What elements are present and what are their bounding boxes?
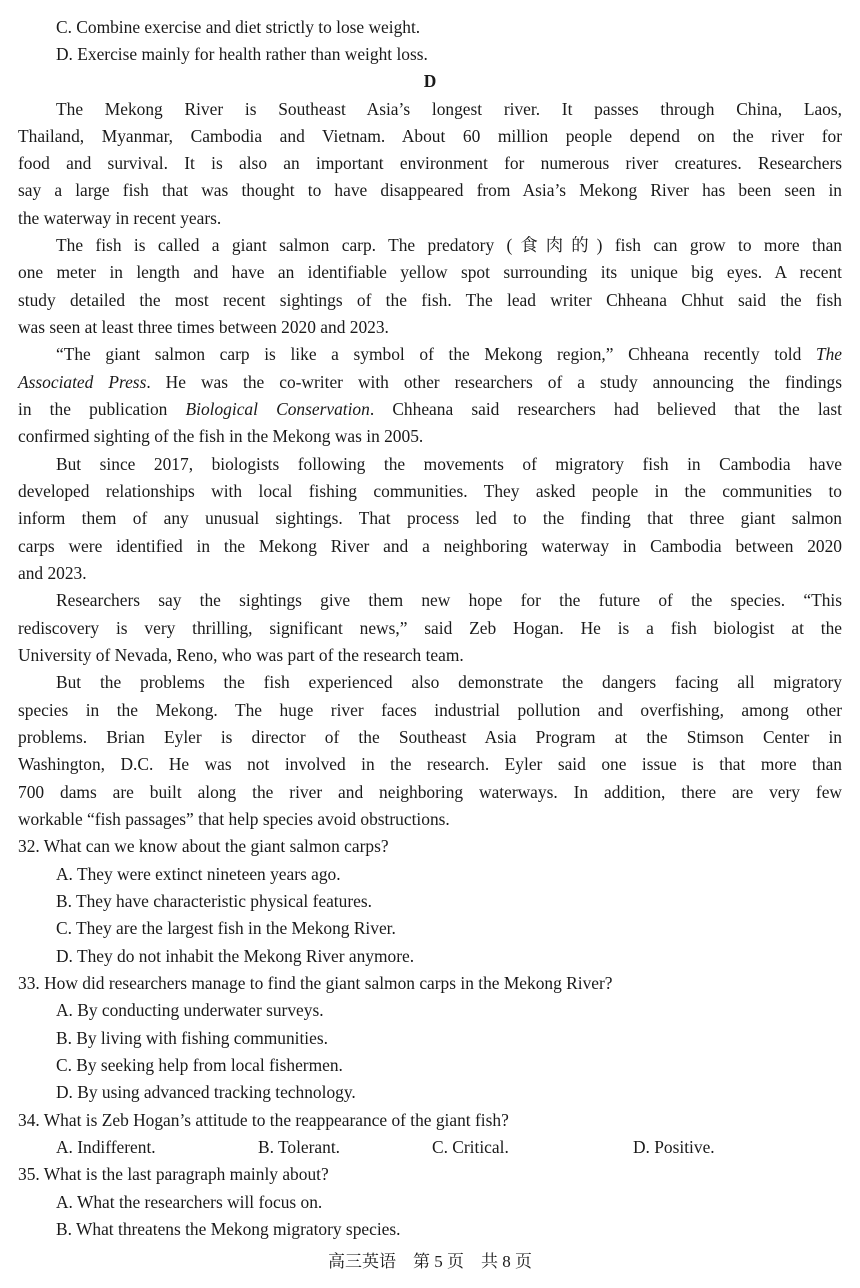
p4-line: inform them of any unusual sightings. That process led to the finding that three giant salmon <box>18 508 842 528</box>
p6-line: workable “fish passages” that help species avoid obstructions. <box>18 809 450 829</box>
p1-line: The Mekong River is Southeast Asia’s longest river. It passes through China, Laos, <box>56 99 842 119</box>
question-35-option-b: B. What threatens the Mekong migratory species. <box>56 1219 401 1239</box>
section-heading: D <box>423 71 437 91</box>
p3-line <box>18 369 842 396</box>
p6-line: 700 dams are built along the river and neighboring waterways. In addition, there are very few <box>18 782 842 802</box>
question-34-option-d: D. Positive. <box>633 1137 715 1157</box>
p3-line <box>56 341 842 368</box>
p1-line: Thailand, Myanmar, Cambodia and Vietnam. About 60 million people depend on the river for <box>18 126 842 146</box>
question-32-option-d: D. They do not inhabit the Mekong River anymore. <box>56 946 415 966</box>
question-33-option-b: B. By living with fishing communities. <box>56 1028 328 1048</box>
publication-name: The <box>815 344 842 364</box>
p3-line: confirmed sighting of the fish in the Mekong was in 2005. <box>18 426 424 446</box>
question-34-option-c: C. Critical. <box>432 1137 509 1157</box>
question-33-option-c: C. By seeking help from local fishermen. <box>56 1055 343 1075</box>
p1-line: say a large fish that was thought to have disappeared from Asia’s Mekong River has been seen in <box>18 180 842 200</box>
publication-name: Associated Press <box>18 372 147 392</box>
p2-line: was seen at least three times between 2020 and 2023. <box>18 317 389 337</box>
p2-line: one meter in length and have an identifiable yellow spot surrounding its unique big eyes. A recent <box>18 262 842 282</box>
journal-name: Biological Conservation <box>185 399 370 419</box>
prev-option-d: D. Exercise mainly for health rather than weight loss. <box>56 44 428 64</box>
p1-line: the waterway in recent years. <box>18 208 222 228</box>
p3-text: in the publication <box>18 399 186 419</box>
p5-line: University of Nevada, Reno, who was part of the research team. <box>18 645 464 665</box>
question-32-option-c: C. They are the largest fish in the Mekong River. <box>56 918 396 938</box>
p3-text: . He was the co-writer with other researchers of a study announcing the findings <box>146 372 842 392</box>
p6-line: But the problems the fish experienced also demonstrate the dangers facing all migratory <box>56 672 842 692</box>
question-34-stem: 34. What is Zeb Hogan’s attitude to the reappearance of the giant fish? <box>18 1110 509 1130</box>
p4-line: and 2023. <box>18 563 87 583</box>
question-33-option-d: D. By using advanced tracking technology. <box>56 1082 356 1102</box>
question-35-stem: 35. What is the last paragraph mainly about? <box>18 1164 329 1184</box>
question-33-stem: 33. How did researchers manage to find the giant salmon carps in the Mekong River? <box>18 973 613 993</box>
question-32-option-b: B. They have characteristic physical features. <box>56 891 372 911</box>
p6-line: species in the Mekong. The huge river faces industrial pollution and overfishing, among other <box>18 700 842 720</box>
p4-line: But since 2017, biologists following the movements of migratory fish in Cambodia have <box>56 454 842 474</box>
p2-line: The fish is called a giant salmon carp. The predatory (食肉的) fish can grow to more than <box>56 235 842 255</box>
p3-line <box>18 396 842 423</box>
p6-line: problems. Brian Eyler is director of the Southeast Asia Program at the Stimson Center in <box>18 727 842 747</box>
question-32-option-a: A. They were extinct nineteen years ago. <box>56 864 341 884</box>
p3-text: “The giant salmon carp is like a symbol of the Mekong region,” Chheana recently told <box>56 344 816 364</box>
question-33-option-a: A. By conducting underwater surveys. <box>56 1000 324 1020</box>
question-34-option-b: B. Tolerant. <box>258 1137 341 1157</box>
p4-line: carps were identified in the Mekong River and a neighboring waterway in Cambodia between 2020 <box>18 536 842 556</box>
question-32-stem: 32. What can we know about the giant salmon carps? <box>18 836 389 856</box>
prev-option-c: C. Combine exercise and diet strictly to lose weight. <box>56 17 421 37</box>
p1-line: food and survival. It is also an important environment for numerous river creatures. Researchers <box>18 153 842 173</box>
p5-line: rediscovery is very thrilling, significant news,” said Zeb Hogan. He is a fish biologist at the <box>18 618 842 638</box>
page-footer: 高三英语 第 5 页 共 8 页 <box>328 1252 532 1271</box>
p3-text: . Chheana said researchers had believed that the last <box>369 399 842 419</box>
question-35-option-a: A. What the researchers will focus on. <box>56 1192 323 1212</box>
question-34-option-a: A. Indifferent. <box>56 1137 156 1157</box>
p5-line: Researchers say the sightings give them new hope for the future of the species. “This <box>56 590 842 610</box>
p4-line: developed relationships with local fishing communities. They asked people in the communities to <box>18 481 842 501</box>
p2-line: study detailed the most recent sightings of the fish. The lead writer Chheana Chhut said the fish <box>18 290 842 310</box>
question-34-options <box>56 1134 776 1161</box>
p6-line: Washington, D.C. He was not involved in the research. Eyler said one issue is that more than <box>18 754 842 774</box>
